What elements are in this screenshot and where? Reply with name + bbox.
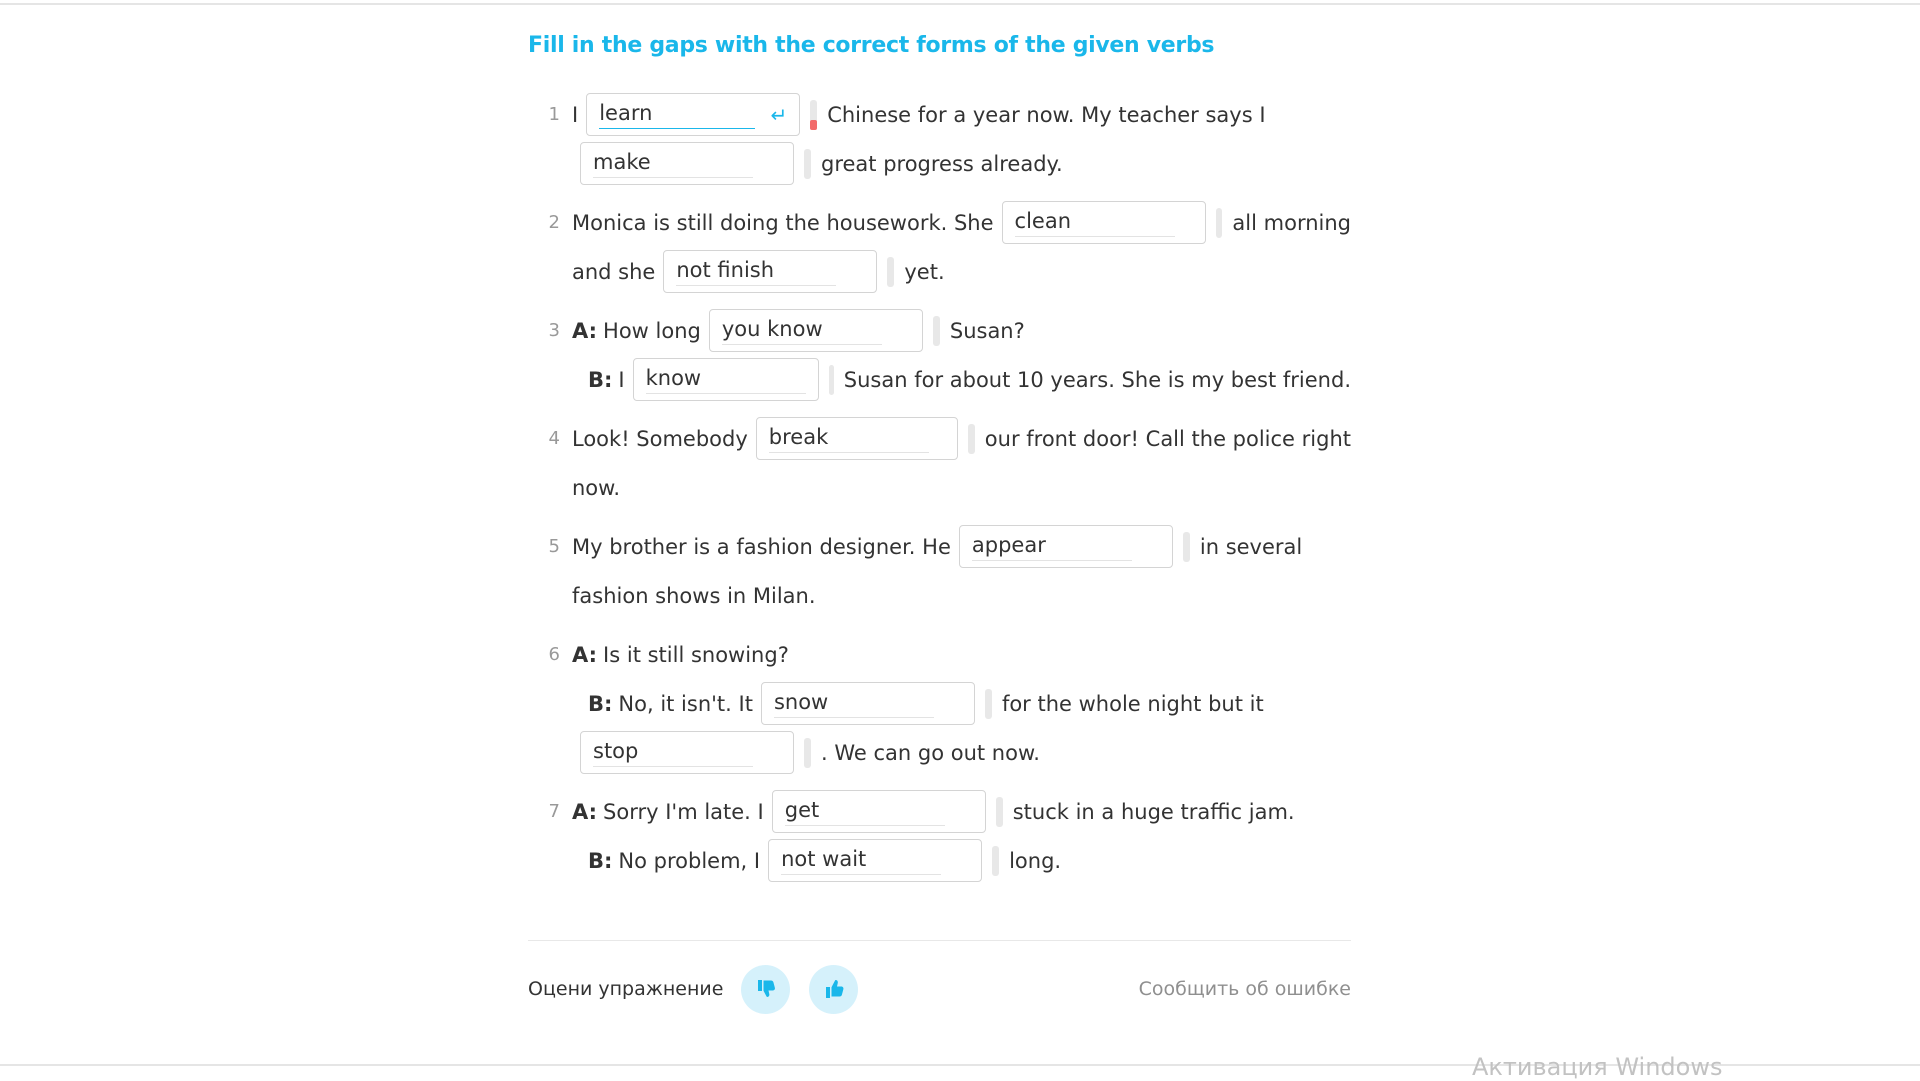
speaker-label: B: bbox=[588, 691, 613, 716]
gap-input[interactable] bbox=[774, 690, 934, 718]
sentence-text: Look! Somebody bbox=[572, 426, 748, 451]
answer-marker bbox=[1216, 208, 1223, 238]
sentence-text: stuck in a huge traffic jam. bbox=[1012, 799, 1295, 824]
item-number: 3 bbox=[548, 320, 560, 341]
like-button[interactable] bbox=[809, 965, 858, 1014]
item-line bbox=[572, 787, 1351, 836]
answer-marker bbox=[985, 689, 992, 719]
exercise-item-4 bbox=[528, 414, 1351, 512]
report-error-link[interactable]: Сообщить об ошибке bbox=[1138, 978, 1351, 1000]
answer-marker bbox=[804, 738, 811, 768]
item-line bbox=[572, 522, 1351, 571]
speaker-label: A: bbox=[572, 799, 598, 824]
gap-input[interactable] bbox=[1015, 209, 1175, 237]
gap-field[interactable] bbox=[709, 309, 923, 352]
answer-marker bbox=[968, 424, 975, 454]
exercise-item-1 bbox=[528, 90, 1351, 188]
exercise-item-5 bbox=[528, 522, 1351, 620]
sentence-text: I bbox=[572, 102, 579, 127]
gap-field[interactable] bbox=[768, 839, 982, 882]
exercise bbox=[528, 28, 1351, 895]
speaker-label: A: bbox=[572, 318, 598, 343]
gap-field[interactable] bbox=[663, 250, 877, 293]
item-number: 4 bbox=[548, 428, 560, 449]
item-line bbox=[572, 414, 1351, 463]
sentence-text: and she bbox=[572, 259, 656, 284]
speaker-label: B: bbox=[588, 367, 613, 392]
windows-activation-watermark: Активация Windows bbox=[1472, 1053, 1723, 1081]
answer-marker bbox=[810, 100, 817, 130]
answer-marker bbox=[933, 316, 940, 346]
sentence-text: Susan? bbox=[949, 318, 1025, 343]
gap-input[interactable] bbox=[722, 317, 882, 345]
sentence-text: No problem, I bbox=[618, 848, 761, 873]
sentence-text: How long bbox=[603, 318, 701, 343]
speaker-label: A: bbox=[572, 642, 598, 667]
item-line bbox=[572, 463, 1351, 512]
item-line bbox=[572, 198, 1351, 247]
sentence-text: Sorry I'm late. I bbox=[603, 799, 764, 824]
sentence-text: Chinese for a year now. My teacher says I bbox=[827, 102, 1266, 127]
item-line bbox=[572, 630, 1351, 679]
answer-marker bbox=[992, 846, 999, 876]
item-number: 7 bbox=[548, 801, 560, 822]
item-line bbox=[572, 679, 1351, 728]
speaker-label: B: bbox=[588, 848, 613, 873]
sentence-text: great progress already. bbox=[821, 151, 1063, 176]
rating-bar bbox=[528, 964, 1351, 1014]
dislike-button[interactable] bbox=[741, 965, 790, 1014]
gap-field[interactable] bbox=[580, 731, 794, 774]
item-number: 2 bbox=[548, 212, 560, 233]
gap-input[interactable] bbox=[593, 739, 753, 767]
gap-input[interactable] bbox=[599, 101, 755, 129]
item-number: 1 bbox=[548, 104, 560, 125]
item-line bbox=[572, 306, 1351, 355]
sentence-text: all morning bbox=[1232, 210, 1351, 235]
gap-input[interactable] bbox=[593, 150, 753, 178]
gap-input[interactable] bbox=[785, 798, 945, 826]
item-line bbox=[572, 90, 1351, 139]
top-divider bbox=[0, 3, 1920, 5]
rating-divider bbox=[528, 940, 1351, 941]
sentence-text: Monica is still doing the housework. She bbox=[572, 210, 994, 235]
item-line bbox=[572, 728, 1351, 777]
item-line bbox=[572, 571, 1351, 620]
rating-label: Оцени упражнение bbox=[528, 978, 724, 1000]
sentence-text: our front door! Call the police right bbox=[984, 426, 1351, 451]
answer-marker bbox=[829, 365, 834, 395]
sentence-text: No, it isn't. It bbox=[618, 691, 753, 716]
gap-input[interactable] bbox=[769, 425, 929, 453]
answer-marker bbox=[996, 797, 1003, 827]
exercise-item-7 bbox=[528, 787, 1351, 885]
item-line bbox=[572, 139, 1351, 188]
thumbs-up-icon bbox=[822, 977, 846, 1001]
gap-field[interactable] bbox=[959, 525, 1173, 568]
sentence-text: yet. bbox=[904, 259, 945, 284]
gap-field[interactable] bbox=[1002, 201, 1206, 244]
answer-marker bbox=[887, 257, 894, 287]
exercise-item-2 bbox=[528, 198, 1351, 296]
item-line bbox=[572, 836, 1351, 885]
enter-icon[interactable]: ↵ bbox=[770, 103, 788, 127]
sentence-text: now. bbox=[572, 475, 621, 500]
gap-field[interactable] bbox=[633, 358, 819, 401]
gap-input[interactable] bbox=[781, 847, 941, 875]
gap-input[interactable] bbox=[972, 533, 1132, 561]
gap-field[interactable] bbox=[580, 142, 794, 185]
sentence-text: Is it still snowing? bbox=[603, 642, 789, 667]
gap-input[interactable] bbox=[676, 258, 836, 286]
gap-field[interactable] bbox=[586, 93, 800, 136]
exercise-item-6 bbox=[528, 630, 1351, 777]
item-line bbox=[572, 355, 1351, 404]
gap-input[interactable] bbox=[646, 366, 806, 394]
item-line bbox=[572, 247, 1351, 296]
sentence-text: in several bbox=[1199, 534, 1303, 559]
item-number: 6 bbox=[548, 644, 560, 665]
sentence-text: fashion shows in Milan. bbox=[572, 583, 816, 608]
sentence-text: My brother is a fashion designer. He bbox=[572, 534, 951, 559]
sentence-text: . We can go out now. bbox=[821, 740, 1040, 765]
exercise-item-3 bbox=[528, 306, 1351, 404]
gap-field[interactable] bbox=[756, 417, 958, 460]
answer-marker bbox=[804, 149, 811, 179]
sentence-text: for the whole night but it bbox=[1001, 691, 1264, 716]
gap-field[interactable] bbox=[772, 790, 986, 833]
thumbs-down-icon bbox=[754, 977, 778, 1001]
sentence-text: long. bbox=[1009, 848, 1062, 873]
answer-marker bbox=[1183, 532, 1190, 562]
item-number: 5 bbox=[548, 536, 560, 557]
sentence-text: I bbox=[618, 367, 625, 392]
gap-field[interactable] bbox=[761, 682, 975, 725]
sentence-text: Susan for about 10 years. She is my best friend. bbox=[843, 367, 1351, 392]
exercise-title: Fill in the gaps with the correct forms of the given verbs bbox=[528, 33, 1215, 58]
